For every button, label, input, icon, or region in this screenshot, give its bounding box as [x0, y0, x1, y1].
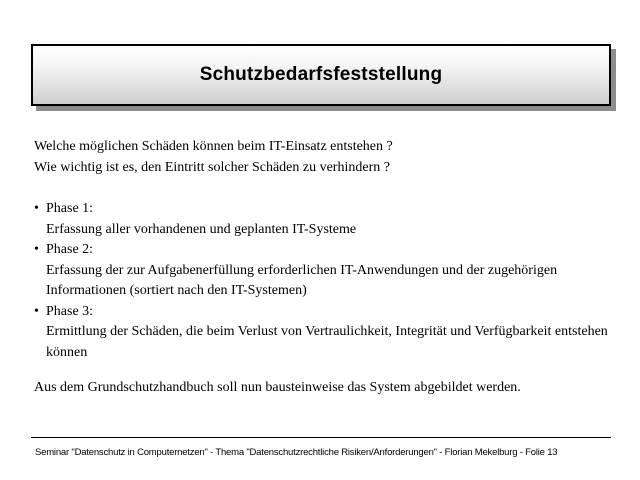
- phase-item-3: [34, 302, 614, 364]
- phase-list: [34, 199, 614, 363]
- bullet-icon: •: [34, 242, 39, 257]
- bullet-icon: •: [34, 201, 39, 216]
- phase-3-title: Phase 3:: [46, 303, 94, 319]
- intro-question-2: Wie wichtig ist es, den Eintritt solcher Schäden zu verhindern ?: [34, 160, 390, 175]
- phase-1-description: Erfassung aller vorhandenen und geplanten IT-Systeme: [46, 221, 357, 237]
- slide-title: Schutzbedarfsfeststellung: [199, 64, 443, 85]
- title-box: [31, 44, 611, 106]
- phase-item-2: [34, 240, 614, 302]
- slide-content: [34, 136, 614, 398]
- footer-text: Seminar "Datenschutz in Computernetzen" - Thema "Datenschutzrechtliche Risiken/Anforderungen" - Florian Mekelburg - Folie 13: [35, 447, 558, 458]
- phase-2-description: Erfassung der zur Aufgabenerfüllung erforderlichen IT-Anwendungen und der zugehörigen Informationen (sortiert nach den IT-Systemen): [46, 262, 558, 298]
- bullet-icon: •: [34, 303, 39, 319]
- phase-item-1: [34, 199, 614, 240]
- intro-question-1: Welche möglichen Schäden können beim IT-Einsatz entstehen ?: [34, 139, 393, 154]
- phase-2-title: Phase 2:: [46, 242, 94, 257]
- phase-3-description: Ermittlung der Schäden, die beim Verlust von Vertraulichkeit, Integrität und Verfügbarkeit entstehen können: [46, 324, 608, 360]
- footer-divider: [31, 437, 611, 438]
- phase-1-title: Phase 1:: [46, 201, 94, 216]
- closing-statement: Aus dem Grundschutzhandbuch soll nun bausteinweise das System abgebildet werden.: [34, 380, 521, 395]
